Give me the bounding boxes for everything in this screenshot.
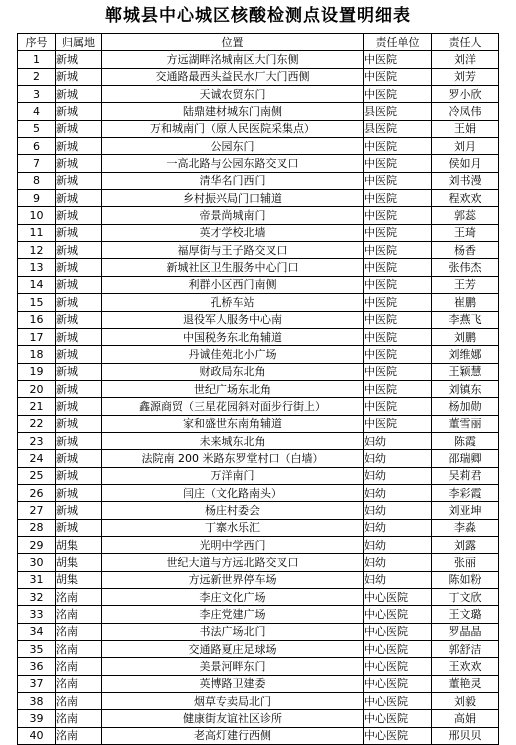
cell-person: 罗晶晶: [432, 623, 499, 640]
cell-person: 王芳: [432, 276, 499, 293]
cell-unit: 中医院: [364, 86, 432, 103]
cell-person: 邢贝贝: [432, 727, 499, 744]
cell-location: 法院南 200 米路东罗堂村口（白墙）: [102, 450, 364, 467]
cell-number: 27: [18, 502, 56, 519]
cell-area: 新城: [56, 380, 102, 397]
table-row: [18, 727, 499, 744]
cell-unit: 县医院: [364, 120, 432, 137]
cell-person: 刘亚坤: [432, 502, 499, 519]
cell-area: 新城: [56, 224, 102, 241]
cell-number: 12: [18, 242, 56, 259]
table-row: [18, 155, 499, 172]
cell-number: 1: [18, 51, 56, 68]
cell-area: 胡集: [56, 554, 102, 571]
cell-location: 李庄文化广场: [102, 589, 364, 606]
cell-unit: 中医院: [364, 155, 432, 172]
table-row: [18, 606, 499, 623]
cell-area: 新城: [56, 276, 102, 293]
cell-unit: 中心医院: [364, 710, 432, 727]
cell-number: 23: [18, 432, 56, 449]
cell-area: 新城: [56, 172, 102, 189]
cell-person: 陈如粉: [432, 571, 499, 588]
cell-number: 38: [18, 693, 56, 710]
table-row: [18, 224, 499, 241]
cell-unit: 中心医院: [364, 727, 432, 744]
header-person: 责任人: [432, 34, 499, 51]
table-row: [18, 68, 499, 85]
cell-location: 世纪广场东北角: [102, 380, 364, 397]
cell-unit: 中医院: [364, 328, 432, 345]
table-row: [18, 259, 499, 276]
cell-area: 新城: [56, 450, 102, 467]
cell-location: 交通路夏庄足球场: [102, 641, 364, 658]
table-row: [18, 675, 499, 692]
cell-unit: 妇幼: [364, 502, 432, 519]
cell-area: 新城: [56, 259, 102, 276]
cell-area: 洺南: [56, 727, 102, 744]
table-row: [18, 571, 499, 588]
cell-person: 刘镇东: [432, 380, 499, 397]
cell-location: 英才学校北墙: [102, 224, 364, 241]
cell-number: 35: [18, 641, 56, 658]
cell-number: 21: [18, 398, 56, 415]
cell-number: 11: [18, 224, 56, 241]
table-row: [18, 172, 499, 189]
cell-location: 陆鼎建材城东门南侧: [102, 103, 364, 120]
cell-unit: 中医院: [364, 294, 432, 311]
cell-number: 5: [18, 120, 56, 137]
table-row: [18, 86, 499, 103]
table-row: [18, 120, 499, 137]
table-row: [18, 415, 499, 432]
cell-area: 新城: [56, 190, 102, 207]
cell-person: 邵瑞卿: [432, 450, 499, 467]
table-row: [18, 554, 499, 571]
test-site-table: [17, 33, 499, 745]
cell-location: 鑫源商贸（三星花园斜对面步行街上）: [102, 398, 364, 415]
cell-person: 刘维娜: [432, 346, 499, 363]
cell-number: 3: [18, 86, 56, 103]
header-number: 序号: [18, 34, 56, 51]
cell-location: 未来城东北角: [102, 432, 364, 449]
cell-location: 退役军人服务中心南: [102, 311, 364, 328]
cell-unit: 中医院: [364, 172, 432, 189]
cell-number: 39: [18, 710, 56, 727]
cell-number: 14: [18, 276, 56, 293]
cell-area: 新城: [56, 467, 102, 484]
cell-unit: 中医院: [364, 207, 432, 224]
cell-unit: 妇幼: [364, 519, 432, 536]
cell-unit: 中医院: [364, 398, 432, 415]
table-row: [18, 294, 499, 311]
cell-area: 新城: [56, 68, 102, 85]
cell-location: 福厚街与王子路交叉口: [102, 242, 364, 259]
cell-area: 洺南: [56, 606, 102, 623]
table-row: [18, 363, 499, 380]
table-row: [18, 589, 499, 606]
cell-unit: 妇幼: [364, 450, 432, 467]
cell-unit: 中医院: [364, 242, 432, 259]
cell-location: 新城社区卫生服务中心门口: [102, 259, 364, 276]
cell-number: 26: [18, 484, 56, 501]
cell-area: 洺南: [56, 641, 102, 658]
cell-person: 杨加勋: [432, 398, 499, 415]
cell-unit: 中医院: [364, 380, 432, 397]
cell-unit: 中医院: [364, 346, 432, 363]
cell-unit: 中心医院: [364, 693, 432, 710]
cell-location: 英博路卫建委: [102, 675, 364, 692]
table-row: [18, 346, 499, 363]
cell-unit: 中心医院: [364, 658, 432, 675]
cell-area: 洺南: [56, 693, 102, 710]
cell-unit: 中医院: [364, 311, 432, 328]
cell-number: 10: [18, 207, 56, 224]
cell-number: 29: [18, 536, 56, 553]
cell-person: 高娟: [432, 710, 499, 727]
cell-unit: 中心医院: [364, 606, 432, 623]
cell-location: 李庄党建广场: [102, 606, 364, 623]
cell-unit: 中心医院: [364, 589, 432, 606]
cell-location: 财政局东北角: [102, 363, 364, 380]
cell-person: 刘芳: [432, 68, 499, 85]
cell-person: 刘露: [432, 536, 499, 553]
cell-area: 新城: [56, 432, 102, 449]
cell-person: 刘书漫: [432, 172, 499, 189]
cell-location: 方远湖畔洺城南区大门东侧: [102, 51, 364, 68]
cell-person: 杨香: [432, 242, 499, 259]
cell-area: 新城: [56, 363, 102, 380]
cell-location: 清华名门西门: [102, 172, 364, 189]
cell-number: 15: [18, 294, 56, 311]
cell-location: 丁寨水乐汇: [102, 519, 364, 536]
cell-unit: 妇幼: [364, 554, 432, 571]
cell-unit: 中医院: [364, 138, 432, 155]
cell-person: 吴莉君: [432, 467, 499, 484]
cell-unit: 中医院: [364, 68, 432, 85]
cell-area: 新城: [56, 120, 102, 137]
header-location: 位置: [102, 34, 364, 51]
table-row: [18, 328, 499, 345]
cell-person: 王颖慧: [432, 363, 499, 380]
cell-location: 光明中学西门: [102, 536, 364, 553]
cell-area: 新城: [56, 51, 102, 68]
table-row: [18, 103, 499, 120]
cell-location: 杨庄村委会: [102, 502, 364, 519]
cell-person: 程欢欢: [432, 190, 499, 207]
cell-unit: 中医院: [364, 415, 432, 432]
cell-person: 罗小欣: [432, 86, 499, 103]
cell-person: 张伟杰: [432, 259, 499, 276]
cell-unit: 中心医院: [364, 641, 432, 658]
cell-person: 丁文欣: [432, 589, 499, 606]
table-row: [18, 242, 499, 259]
cell-number: 36: [18, 658, 56, 675]
cell-number: 4: [18, 103, 56, 120]
cell-person: 郭蕊: [432, 207, 499, 224]
table-row: [18, 467, 499, 484]
cell-unit: 中医院: [364, 51, 432, 68]
cell-number: 32: [18, 589, 56, 606]
cell-location: 老高灯建行西侧: [102, 727, 364, 744]
cell-area: 新城: [56, 86, 102, 103]
cell-person: 刘毅: [432, 693, 499, 710]
table-row: [18, 519, 499, 536]
header-area: 归属地: [56, 34, 102, 51]
table-row: [18, 693, 499, 710]
cell-location: 健康街友谊社区诊所: [102, 710, 364, 727]
cell-number: 30: [18, 554, 56, 571]
table-row: [18, 380, 499, 397]
cell-area: 新城: [56, 502, 102, 519]
cell-location: 天诚农贸东门: [102, 86, 364, 103]
cell-number: 40: [18, 727, 56, 744]
cell-location: 乡村振兴局门口辅道: [102, 190, 364, 207]
cell-location: 闫庄（文化路南头）: [102, 484, 364, 501]
table-row: [18, 710, 499, 727]
cell-person: 刘鹏: [432, 328, 499, 345]
table-row: [18, 450, 499, 467]
cell-area: 胡集: [56, 536, 102, 553]
cell-unit: 妇幼: [364, 467, 432, 484]
cell-location: 世纪大道与方远北路交叉口: [102, 554, 364, 571]
cell-area: 新城: [56, 484, 102, 501]
cell-number: 24: [18, 450, 56, 467]
document-title: 郸城县中心城区核酸检测点设置明细表: [105, 6, 411, 26]
cell-location: 丹诚佳苑北小广场: [102, 346, 364, 363]
cell-area: 新城: [56, 242, 102, 259]
cell-area: 新城: [56, 519, 102, 536]
cell-location: 孔桥车站: [102, 294, 364, 311]
cell-location: 一高北路与公园东路交叉口: [102, 155, 364, 172]
cell-area: 新城: [56, 207, 102, 224]
cell-unit: 中医院: [364, 276, 432, 293]
cell-person: 董雪丽: [432, 415, 499, 432]
table-row: [18, 432, 499, 449]
cell-number: 16: [18, 311, 56, 328]
table-row: [18, 138, 499, 155]
cell-person: 王欢欢: [432, 658, 499, 675]
cell-area: 新城: [56, 294, 102, 311]
cell-area: 胡集: [56, 571, 102, 588]
table-row: [18, 502, 499, 519]
table-row: [18, 484, 499, 501]
cell-area: 新城: [56, 311, 102, 328]
cell-number: 6: [18, 138, 56, 155]
cell-area: 洺南: [56, 675, 102, 692]
table-row: [18, 190, 499, 207]
cell-area: 新城: [56, 103, 102, 120]
cell-person: 李燕飞: [432, 311, 499, 328]
cell-number: 34: [18, 623, 56, 640]
table-row: [18, 398, 499, 415]
cell-unit: 中医院: [364, 224, 432, 241]
cell-location: 烟草专卖局北门: [102, 693, 364, 710]
cell-unit: 县医院: [364, 103, 432, 120]
cell-person: 陈霞: [432, 432, 499, 449]
cell-number: 9: [18, 190, 56, 207]
cell-area: 新城: [56, 398, 102, 415]
cell-area: 新城: [56, 328, 102, 345]
cell-location: 交通路最西头益民水厂大门西侧: [102, 68, 364, 85]
cell-area: 新城: [56, 155, 102, 172]
table-row: [18, 311, 499, 328]
table-row: [18, 51, 499, 68]
cell-location: 家和盛世东南角辅道: [102, 415, 364, 432]
table-row: [18, 641, 499, 658]
table-header-row: [18, 34, 499, 51]
header-unit: 责任单位: [364, 34, 432, 51]
cell-unit: 中心医院: [364, 675, 432, 692]
table-row: [18, 536, 499, 553]
cell-number: 19: [18, 363, 56, 380]
table-row: [18, 658, 499, 675]
cell-number: 22: [18, 415, 56, 432]
cell-person: 刘洋: [432, 51, 499, 68]
cell-person: 李淼: [432, 519, 499, 536]
cell-area: 新城: [56, 346, 102, 363]
cell-number: 25: [18, 467, 56, 484]
cell-area: 洺南: [56, 710, 102, 727]
cell-person: 李彩霞: [432, 484, 499, 501]
cell-person: 冷凤伟: [432, 103, 499, 120]
cell-person: 刘月: [432, 138, 499, 155]
table-row: [18, 276, 499, 293]
cell-person: 王文璐: [432, 606, 499, 623]
cell-number: 28: [18, 519, 56, 536]
cell-person: 郭舒洁: [432, 641, 499, 658]
cell-unit: 妇幼: [364, 571, 432, 588]
cell-number: 33: [18, 606, 56, 623]
cell-area: 洺南: [56, 589, 102, 606]
cell-number: 20: [18, 380, 56, 397]
cell-person: 侯如月: [432, 155, 499, 172]
cell-number: 7: [18, 155, 56, 172]
cell-location: 万洋南门: [102, 467, 364, 484]
cell-area: 新城: [56, 138, 102, 155]
cell-number: 2: [18, 68, 56, 85]
cell-number: 18: [18, 346, 56, 363]
cell-number: 17: [18, 328, 56, 345]
cell-location: 利群小区西门南侧: [102, 276, 364, 293]
cell-unit: 妇幼: [364, 536, 432, 553]
cell-person: 崔鹏: [432, 294, 499, 311]
cell-unit: 妇幼: [364, 432, 432, 449]
cell-unit: 中医院: [364, 259, 432, 276]
cell-person: 王琦: [432, 224, 499, 241]
cell-area: 洺南: [56, 658, 102, 675]
cell-location: 方远新世界停车场: [102, 571, 364, 588]
cell-unit: 中心医院: [364, 623, 432, 640]
cell-area: 新城: [56, 415, 102, 432]
cell-unit: 中医院: [364, 363, 432, 380]
cell-person: 董艳灵: [432, 675, 499, 692]
cell-number: 13: [18, 259, 56, 276]
cell-location: 帝景尚城南门: [102, 207, 364, 224]
table-row: [18, 623, 499, 640]
cell-number: 37: [18, 675, 56, 692]
cell-person: 王娟: [432, 120, 499, 137]
cell-person: 张丽: [432, 554, 499, 571]
table-row: [18, 207, 499, 224]
cell-location: 公园东门: [102, 138, 364, 155]
cell-unit: 中医院: [364, 190, 432, 207]
cell-location: 书法广场北门: [102, 623, 364, 640]
cell-location: 美景河畔东门: [102, 658, 364, 675]
cell-location: 万和城南门（原人民医院采集点）: [102, 120, 364, 137]
cell-location: 中国税务东北角辅道: [102, 328, 364, 345]
cell-number: 31: [18, 571, 56, 588]
cell-area: 洺南: [56, 623, 102, 640]
cell-number: 8: [18, 172, 56, 189]
cell-unit: 妇幼: [364, 484, 432, 501]
